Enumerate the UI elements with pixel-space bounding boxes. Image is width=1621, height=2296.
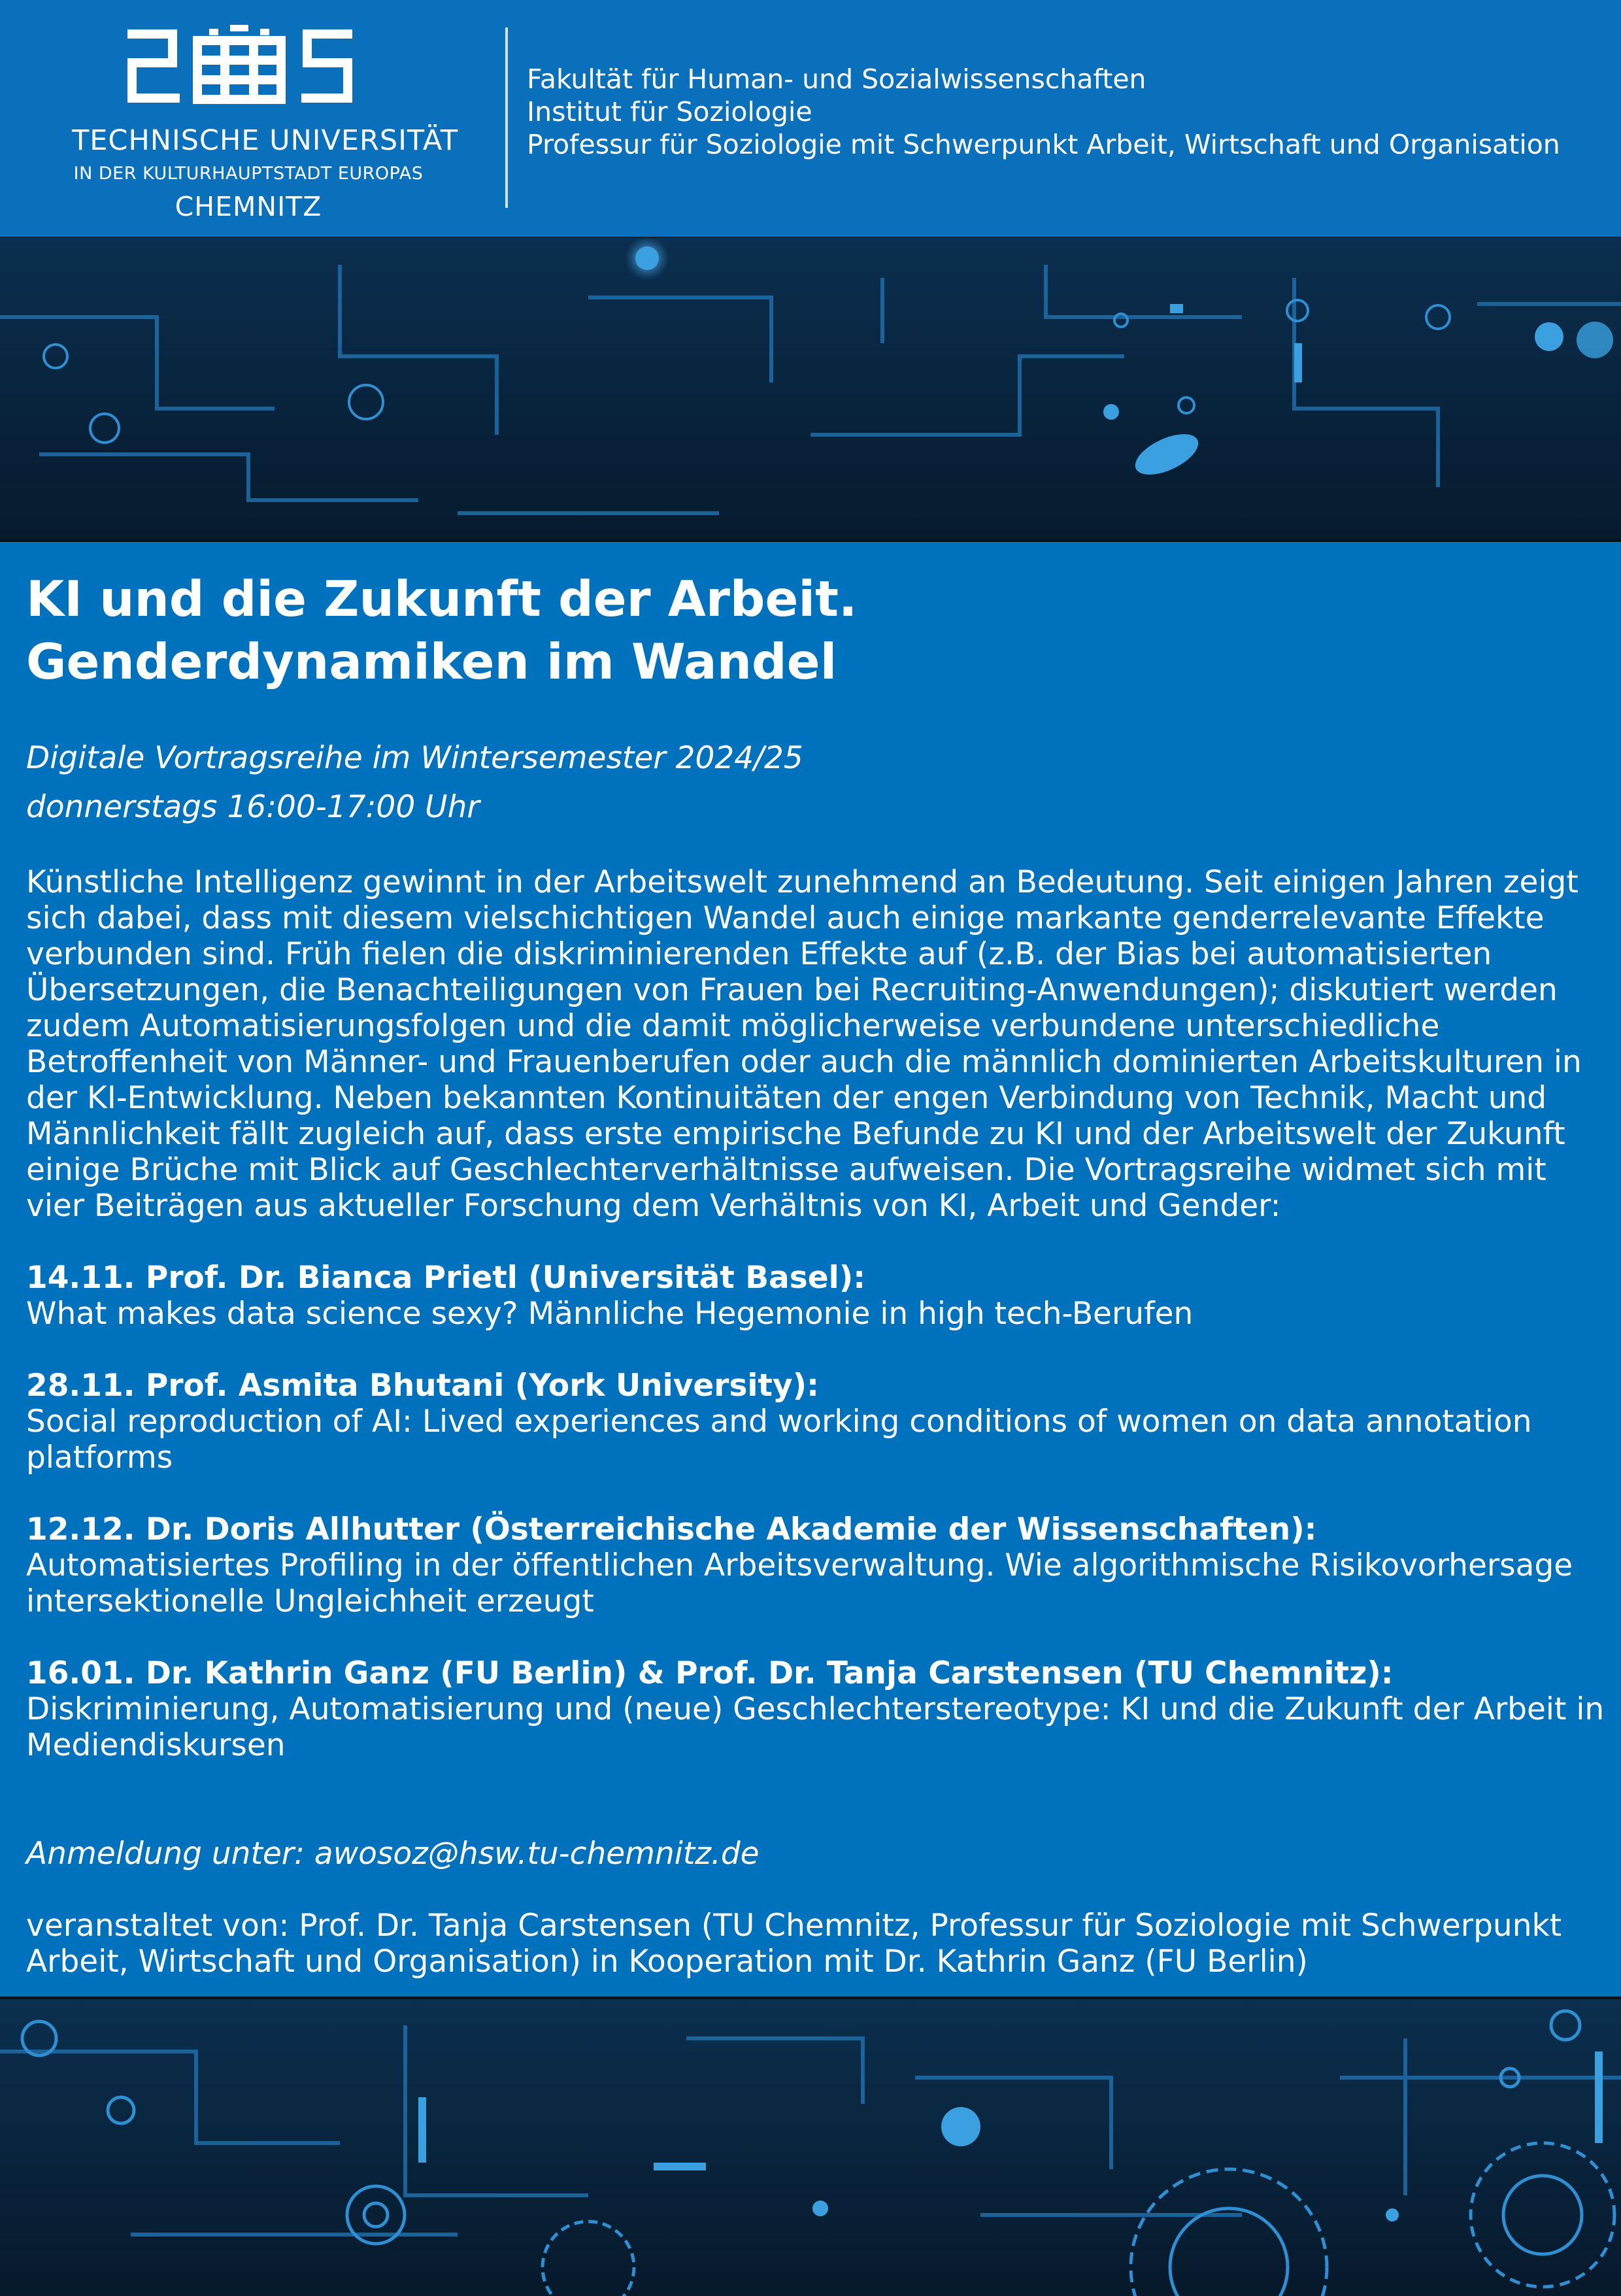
page-header [0, 0, 1621, 239]
event-subtitle [26, 734, 1608, 832]
header-divider [505, 27, 508, 208]
talk-item [26, 1511, 1608, 1619]
main-content [26, 567, 1608, 1980]
logo-city: CHEMNITZ [175, 191, 322, 222]
logo-university-name: TECHNISCHE UNIVERSITÄT [72, 124, 459, 157]
talk-item [26, 1368, 1608, 1476]
talk-topic: What makes data science sexy? Männliche Hegemonie in high tech-Berufen [26, 1296, 1194, 1332]
faculty-name: Fakultät für Human- und Sozialwissenschaften [527, 63, 1146, 95]
circuit-image [0, 239, 1621, 539]
institute-name: Institut für Soziologie [527, 96, 812, 127]
organizer-note: veranstaltet von: Prof. Dr. Tanja Carstensen (TU Chemnitz, Professur für Soziologie mit Schwerpunkt Arbeit, Wirtschaft und Organisation) in Kooperation mit Dr. Kathrin Ganz (FU Berlin) [26, 1908, 1562, 1980]
tu-chemnitz-logo-mark [125, 20, 367, 112]
talk-speaker: 12.12. Dr. Doris Allhutter (Österreichische Akademie der Wissenschaften): [26, 1511, 1317, 1547]
talk-item [26, 1260, 1608, 1332]
series-description: Digitale Vortragsreihe im Wintersemester 2024/25 [26, 740, 803, 776]
institution-block [527, 63, 1560, 161]
talk-item [26, 1655, 1608, 1763]
logo-tagline: IN DER KULTURHAUPTSTADT EUROPAS [73, 163, 424, 184]
circuit-banner-bottom [0, 1997, 1621, 2296]
tu-chemnitz-logo [72, 20, 459, 222]
talk-speaker: 14.11. Prof. Dr. Bianca Prietl (Universität Basel): [26, 1260, 865, 1296]
title-line-2: Genderdynamiken im Wandel [26, 633, 837, 690]
registration-line [26, 1836, 1608, 1872]
schedule: donnerstags 16:00-17:00 Uhr [26, 789, 480, 825]
intro-paragraph: Künstliche Intelligenz gewinnt in der Arbeitswelt zunehmend an Bedeutung. Seit einigen Jahren zeigt sich dabei, dass mit diesem vielschichtigen Wandel auch einige markante genderrelevante Effekte verbunden sind. Früh fielen die diskriminierenden Effekte auf (z.B. der Bias bei automatisierten Übersetzungen, die Benachteiligungen von Frauen bei Recruiting-Anwendungen); diskutiert werden zudem Automatisierungsfolgen und die damit möglicherweise verbundene unterschiedliche Betroffenheit von Männer- und Frauenberufen oder auch die männlich dominierten Arbeitskulturen in der KI-Entwicklung. Neben bekannten Kontinuitäten der engen Verbindung von Technik, Macht und Männlichkeit fällt zugleich auf, dass erste empirische Befunde zu KI und der Arbeitswelt der Zukunft einige Brüche mit Blick auf Geschlechterverhältnisse aufweisen. Die Vortragsreihe widmet sich mit vier Beiträgen aus aktueller Forschung dem Verhältnis von KI, Arbeit und Gender: [26, 864, 1582, 1224]
chair-name: Professur für Soziologie mit Schwerpunkt Arbeit, Wirtschaft und Organisation [527, 129, 1560, 160]
event-title [26, 567, 1608, 693]
talk-speaker: 28.11. Prof. Asmita Bhutani (York University): [26, 1368, 819, 1404]
talk-speaker: 16.01. Dr. Kathrin Ganz (FU Berlin) & Prof. Dr. Tanja Carstensen (TU Chemnitz): [26, 1655, 1394, 1691]
talk-topic: Diskriminierung, Automatisierung und (neue) Geschlechterstereotype: KI und die Zukunft der Arbeit in Mediendiskursen [26, 1691, 1605, 1763]
talk-topic: Social reproduction of AI: Lived experiences and working conditions of women on data annotation platforms [26, 1404, 1532, 1476]
circuit-banner-top [0, 239, 1621, 542]
circuit-gears-image [0, 1999, 1621, 2296]
talk-topic: Automatisiertes Profiling in der öffentlichen Arbeitsverwaltung. Wie algorithmische Risikovorhersage intersektionelle Ungleichheit erzeugt [26, 1547, 1573, 1619]
registration-label: Anmeldung unter: [26, 1836, 314, 1872]
title-line-1: KI und die Zukunft der Arbeit. [26, 570, 858, 628]
registration-email[interactable]: awosoz@hsw.tu-chemnitz.de [314, 1836, 760, 1872]
